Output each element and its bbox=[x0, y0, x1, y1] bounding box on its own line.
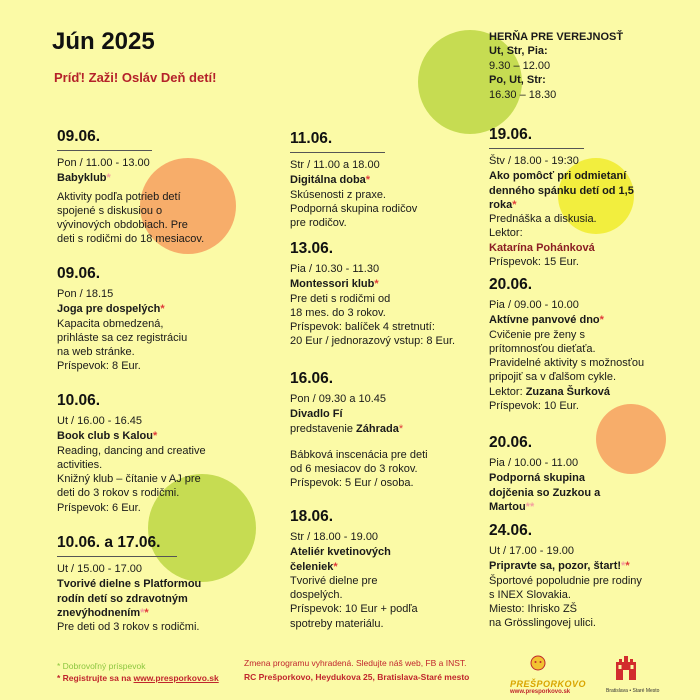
herna-days-1: Ut, Str, Pia: bbox=[489, 45, 548, 58]
event-digitalna-doba bbox=[290, 130, 470, 230]
footer-info bbox=[244, 656, 469, 684]
event-babyklub bbox=[57, 128, 242, 247]
event-book-club bbox=[57, 392, 247, 515]
event-panvove-dno bbox=[489, 276, 679, 413]
event-name: Aktívne panvové dno* bbox=[489, 314, 604, 327]
herna-time-2: 16.30 – 18.30 bbox=[489, 88, 557, 101]
divider bbox=[489, 148, 584, 149]
event-spanok bbox=[489, 126, 669, 269]
event-description: Športové popoludnie pre rodiny s INEX Slovakia. Miesto: Ihrisko ZŠ na Grösslingovej ulici. bbox=[489, 574, 642, 630]
event-name: Babyklub* bbox=[57, 172, 111, 185]
page-title: Jún 2025 bbox=[52, 28, 155, 55]
event-description: Bábková inscenácia pre deti od 6 mesiacov do 3 rokov. Príspevok: 5 Eur / osoba. bbox=[290, 448, 428, 490]
event-description: Aktivity podľa potrieb detí spojené s diskusiou o vývinových obdobiach. Pre deti s rodičmi do 18 mesiacov. bbox=[57, 190, 205, 246]
divider bbox=[57, 150, 152, 151]
event-time: Pon / 09.30 a 10.45 bbox=[290, 393, 387, 405]
event-description: Reading, dancing and creative activities. Knižný klub – čítanie v AJ pre deti do 3 rokov s rodičmi. Príspevok: 6 Eur. bbox=[57, 444, 206, 514]
page-subtitle: Príď! Zaži! Osláv Deň detí! bbox=[54, 70, 217, 85]
herna-time-1: 9.30 – 12.00 bbox=[489, 59, 551, 72]
event-tvorive-dielne bbox=[57, 534, 257, 634]
register-link[interactable]: www.presporkovo.sk bbox=[133, 673, 219, 683]
event-date: 13.06. bbox=[290, 240, 334, 257]
event-date: 19.06. bbox=[489, 126, 533, 143]
event-name: Tvorivé dielne s Platformou rodín detí so zdravotným znevýhodnením** bbox=[57, 578, 202, 619]
event-divadlo bbox=[290, 370, 480, 491]
event-time: Štv / 18.00 - 19:30 bbox=[489, 155, 579, 167]
note-donation: * Dobrovoľný príspevok bbox=[57, 661, 146, 671]
event-time: Str / 18.00 - 19.00 bbox=[290, 531, 379, 543]
event-time: Str / 11.00 a 18.00 bbox=[290, 159, 380, 171]
event-date: 20.06. bbox=[489, 434, 533, 451]
event-pripravte bbox=[489, 522, 679, 631]
event-name: Digitálna doba* bbox=[290, 174, 371, 187]
event-description: Prednáška a diskusia. Lektor: Katarína Pohánková Príspevok: 15 Eur. bbox=[489, 213, 597, 269]
event-name: Pripravte sa, pozor, štart!** bbox=[489, 560, 630, 573]
castle-icon bbox=[612, 652, 640, 682]
event-atelier bbox=[290, 508, 480, 631]
event-description: Kapacita obmedzená, prihláste sa cez registráciu na web stránke. Príspevok: 8 Eur. bbox=[57, 317, 188, 373]
event-date: 24.06. bbox=[489, 522, 533, 539]
event-description: Pre deti od 3 rokov s rodičmi. bbox=[57, 621, 200, 634]
event-date: 16.06. bbox=[290, 370, 334, 387]
event-time: Ut / 15.00 - 17.00 bbox=[57, 563, 142, 575]
event-date: 09.06. bbox=[57, 128, 101, 145]
event-description: Cvičenie pre ženy s prítomnosťou dieťaťa. Pravidelné aktivity s možnosťou pripojiť sa v ďalšom cykle. Lektor: Zuzana Šurková Príspevok: 10 Eur. bbox=[489, 328, 645, 413]
logo-text: PREŠPORKOVO bbox=[510, 679, 587, 689]
herna-days-2: Po, Ut, Str: bbox=[489, 74, 546, 87]
herna-title: HERŇA PRE VEREJNOSŤ bbox=[489, 31, 624, 43]
event-name: Ateliér kvetinových čeleniek* bbox=[290, 546, 391, 573]
event-name: Book club s Kalou* bbox=[57, 430, 158, 443]
logo-caption: Bratislava • Staré Mesto bbox=[606, 688, 660, 694]
event-date: 10.06. bbox=[57, 392, 101, 409]
event-description: Pre deti s rodičmi od 18 mes. do 3 rokov. Príspevok: balíček 4 stretnutí: 20 Eur / jednorazový vstup: 8 Eur. bbox=[290, 292, 456, 348]
divider bbox=[57, 556, 177, 557]
event-date: 09.06. bbox=[57, 265, 101, 282]
event-description: Tvorivé dielne pre dospelých. Príspevok: 10 Eur + podľa spotreby materiálu. bbox=[290, 574, 418, 630]
event-time: Pon / 18.15 bbox=[57, 288, 114, 300]
divider bbox=[290, 152, 385, 153]
event-date: 18.06. bbox=[290, 508, 334, 525]
event-time: Pia / 10.00 - 11.00 bbox=[489, 457, 579, 469]
event-time: Ut / 17.00 - 19.00 bbox=[489, 545, 574, 557]
event-show: predstavenie Záhrada* bbox=[290, 422, 404, 435]
event-name: Montessori klub* bbox=[290, 278, 379, 291]
stare-mesto-logo bbox=[606, 652, 660, 694]
event-time: Pia / 09.00 - 10.00 bbox=[489, 299, 579, 311]
herna-hours bbox=[489, 30, 623, 102]
footer-address: RC Prešporkovo, Heydukova 25, Bratislava-Staré mesto bbox=[244, 672, 470, 682]
event-name: Ako pomôcť pri odmietaní denného spánku detí od 1,5 roka* bbox=[489, 170, 634, 211]
note-register: * Registrujte sa na www.presporkovo.sk bbox=[57, 673, 219, 683]
event-time: Pia / 10.30 - 11.30 bbox=[290, 263, 380, 275]
event-time: Pon / 11.00 - 13.00 bbox=[57, 157, 150, 169]
footer-notes bbox=[57, 660, 219, 684]
presporkovo-logo bbox=[510, 652, 587, 695]
presporkovo-logo-icon bbox=[510, 652, 566, 674]
footer-notice: Zmena programu vyhradená. Sledujte náš web, FB a INST. bbox=[244, 658, 467, 668]
event-name: Joga pre dospelých* bbox=[57, 303, 165, 316]
event-description: Skúsenosti z praxe. Podporná skupina rodičov pre rodičov. bbox=[290, 188, 418, 230]
event-name: Divadlo Fí bbox=[290, 408, 343, 421]
event-dojcenie bbox=[489, 434, 649, 514]
event-joga bbox=[57, 265, 242, 374]
event-montessori bbox=[290, 240, 490, 349]
logo-url: www.presporkovo.sk bbox=[510, 689, 571, 695]
event-date: 10.06. a 17.06. bbox=[57, 534, 161, 551]
event-time: Ut / 16.00 - 16.45 bbox=[57, 415, 142, 427]
event-date: 20.06. bbox=[489, 276, 533, 293]
event-date: 11.06. bbox=[290, 130, 333, 147]
event-name: Podporná skupina dojčenia so Zuzkou a Martou** bbox=[489, 472, 601, 513]
